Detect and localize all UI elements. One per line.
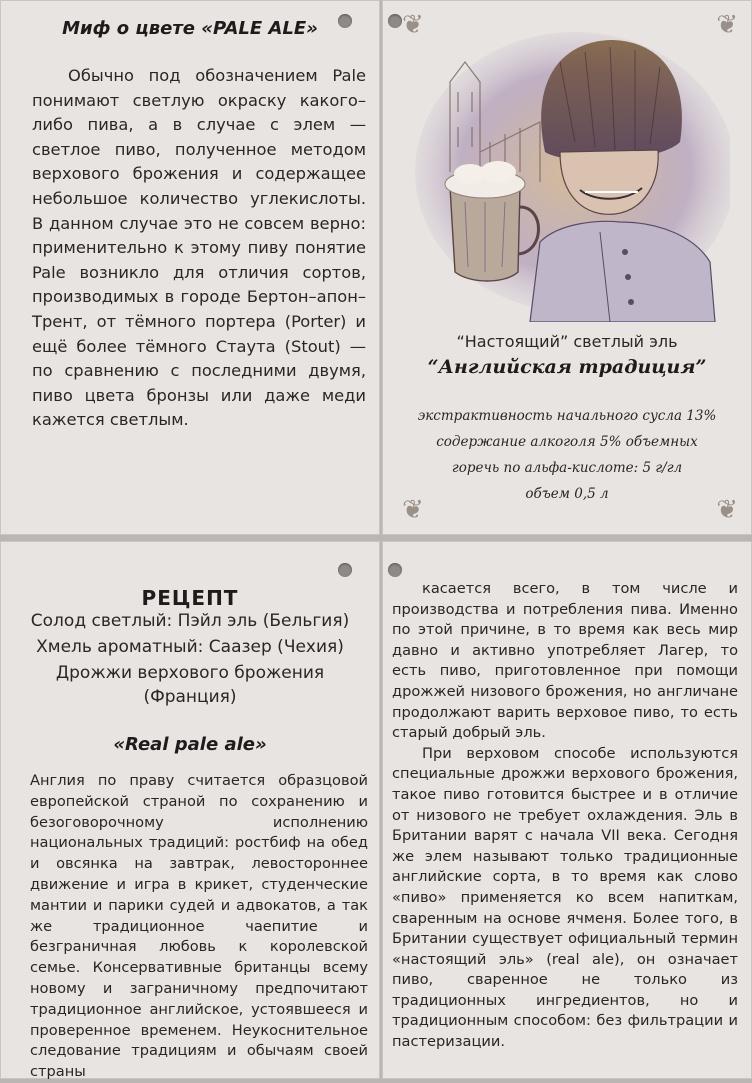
myth-text: Обычно под обозначением Pale понимают светлую окраску какого–либо пива, а в случае с элем — светлое пиво, полученное методом верхового брожения и содержащее небольшое количество углекислоты. В данном случае это не совсем верно: применительно к этому пиву понятие Pale возникло для отличия сортов, производимых в городе Бертон–апон–Трент, от тёмного портера (Porter) и ещё более тёмного Стаута (Stout) — по сравнению с последними двумя, пиво цвета бронзы или даже меди кажется светлым. — [32, 66, 366, 430]
recipe-yeast-origin: (Франция) — [143, 687, 237, 707]
guardsman-illustration — [410, 22, 730, 322]
corner-ornament-icon: ❦ — [716, 10, 738, 40]
punch-hole — [388, 14, 402, 28]
label-title: “Английская традиция” — [427, 356, 707, 378]
label-panel — [382, 0, 752, 535]
recipe-malt: Солод светлый: Пэйл эль (Бельгия) — [30, 611, 350, 631]
continued-paragraph-1: касается всего, в том числе и производства и потребления пива. Именно по этой причине, в то время как весь мир давно и активно употребляет Лагер, то есть пиво, приготовленное при помощи дрожжей низового брожения, но англичане продолжают варить верховое пиво, то есть старый добрый эль. — [392, 580, 738, 742]
recipe-heading: РЕЦЕПТ — [141, 586, 239, 610]
recipe-panel — [0, 541, 380, 1079]
corner-ornament-icon: ❦ — [402, 10, 424, 40]
punch-hole — [388, 563, 402, 577]
real-ale-text: Англия по праву считается образцовой европейской страной по сохранению и безоговорочному исполнению национальных традиций: ростбиф на обед и овсянка на завтрак, левостороннее движение и игра в крикет, студенческие мантии и парики судей и адвокатов, а так же традиционное чаепитие и безграничная любовь к королевской семье. Консервативные британцы всему новому и заграничному предпочитают традиционное английское, устоявшееся и проверенное временем. Неукоснительное следование традициям и обычаям своей страны — [30, 772, 368, 1081]
corner-ornament-icon: ❦ — [716, 495, 738, 525]
continued-panel — [382, 541, 752, 1079]
real-ale-title: «Real pale ale» — [113, 734, 267, 755]
myth-title: Миф о цвете «PALE ALE» — [62, 18, 318, 39]
myth-panel — [0, 0, 380, 535]
spec-volume: объем 0,5 л — [525, 486, 609, 502]
recipe-hops: Хмель ароматный: Саазер (Чехия) — [36, 637, 344, 657]
punch-hole — [338, 563, 352, 577]
continued-paragraph-2: При верховом способе используются специальные дрожжи верхового брожения, такое пиво готовится быстрее и в отличие от низового не требует охлаждения. Эль в Британии варят с начала VII века. Сегодня же элем называют только традиционные английские сорта, в то время как слово «пиво» применяется ко всем напиткам, сваренным на основе ячменя. Более того, в Британии существует официальный термин «настоящий эль» (real ale), он означает пиво, сваренное не только из традиционных ингредиентов, но и традиционным способом: без фильтрации и пастеризации. — [392, 744, 738, 1051]
spec-alcohol: содержание алкоголя 5% объемных — [436, 434, 698, 450]
continued-text — [392, 579, 738, 1053]
spec-extract: экстрактивность начального сусла 13% — [417, 408, 717, 424]
label-subtitle: “Настоящий” светлый эль — [456, 332, 678, 351]
spec-bitterness: горечь по альфа-кислоте: 5 г/гл — [451, 460, 683, 476]
recipe-yeast: Дрожжи верхового брожения — [55, 663, 325, 683]
corner-ornament-icon: ❦ — [402, 495, 424, 525]
